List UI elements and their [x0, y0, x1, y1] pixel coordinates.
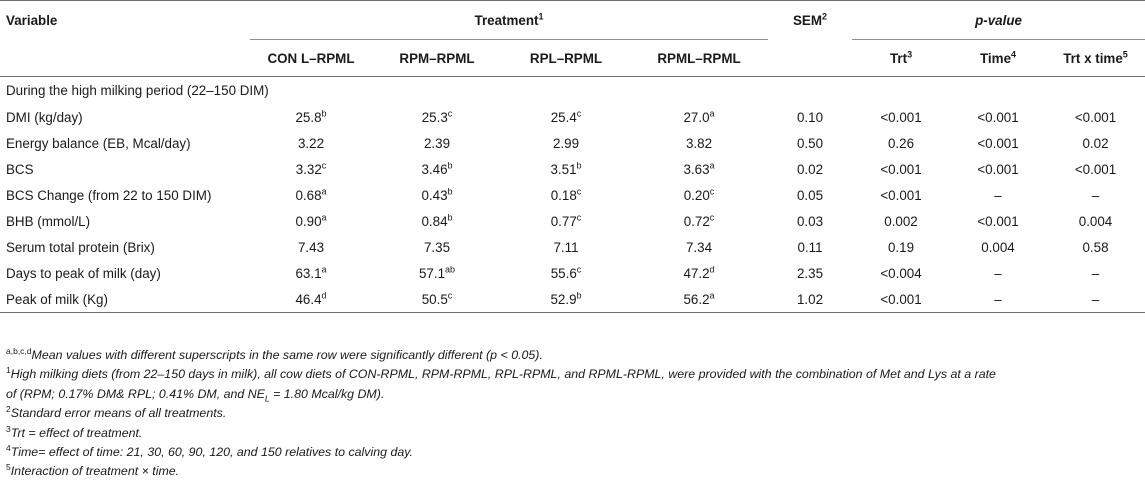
- footnote-2: $^2$Standard error means of all treatments.: [6, 404, 227, 421]
- cell-sem: 2.35: [796, 265, 824, 281]
- header-pvalue: p-value: [852, 1, 1145, 40]
- section-row: [0, 77, 1145, 105]
- cell-rpl: 52.9$^b$: [550, 290, 582, 307]
- footnote-1-cont: of (RPM; 0.17% DM& RPL; 0.41% DM, and $NE_L = 1.80$ Mcal/kg DM).: [6, 386, 385, 404]
- cell-con: 25.8$^b$: [295, 108, 327, 125]
- cell-p-interaction: <0.001: [1074, 109, 1117, 125]
- cell-rpml: 0.20$^c$: [683, 186, 715, 203]
- cell-p-trt: 0.26: [887, 135, 915, 151]
- cell-con: 3.32$^c$: [295, 160, 327, 177]
- cell-sem: 0.03: [796, 213, 824, 229]
- cell-rpm: 0.43$^b$: [421, 186, 453, 203]
- cell-rpl: 0.77$^c$: [550, 212, 582, 229]
- cell-p-trt: <0.001: [880, 161, 922, 177]
- cell-rpm: 2.39: [423, 135, 451, 151]
- cell-rpml: 0.72$^c$: [683, 212, 715, 229]
- table-row: [0, 260, 1145, 286]
- cell-p-trt: 0.19: [887, 239, 915, 255]
- row-variable: Days to peak of milk (day): [6, 265, 161, 281]
- footnote-5: $^5$Interaction of treatment × time.: [6, 462, 180, 479]
- cell-sem: 0.05: [796, 187, 824, 203]
- cell-p-interaction: –: [1091, 291, 1100, 307]
- cell-con: 3.22: [297, 135, 325, 151]
- cell-rpml: 56.2$^a$: [683, 290, 715, 307]
- cell-rpm: 25.3$^c$: [421, 108, 453, 125]
- table-row: [0, 208, 1145, 234]
- cell-rpl: 2.99: [552, 135, 580, 151]
- cell-p-time: –: [994, 291, 1002, 307]
- header-sem: SEM$^2$: [792, 11, 828, 28]
- row-variable: Peak of milk (Kg): [6, 291, 108, 307]
- cell-con: 7.43: [297, 239, 325, 255]
- cell-p-time: <0.001: [977, 135, 1019, 151]
- cell-p-time: <0.001: [977, 161, 1019, 177]
- cell-p-interaction: <0.001: [1074, 161, 1117, 177]
- header-p-time: Time$^4$: [980, 49, 1017, 66]
- header-variable: Variable: [6, 12, 58, 28]
- cell-p-trt: <0.001: [880, 291, 922, 307]
- footnote-3: $^3$Trt = effect of treatment.: [6, 423, 143, 440]
- cell-rpml: 7.34: [685, 239, 713, 255]
- cell-p-time: –: [994, 187, 1002, 203]
- table-row: [0, 104, 1145, 130]
- cell-p-trt: <0.004: [880, 265, 922, 281]
- cell-p-interaction: –: [1091, 187, 1100, 203]
- table-row: [0, 130, 1145, 156]
- cell-sem: 0.10: [796, 109, 824, 125]
- row-variable: Serum total protein (Brix): [6, 239, 155, 255]
- cell-con: 63.1$^a$: [295, 264, 327, 281]
- header-treatment-2: RPM–RPML: [399, 50, 475, 66]
- cell-rpl: 25.4$^c$: [550, 108, 582, 125]
- header-treatment-3: RPL–RPML: [529, 50, 603, 66]
- table-row: [0, 182, 1145, 208]
- cell-con: 46.4$^d$: [295, 290, 327, 307]
- header-p-interaction: Trt x time$^5$: [1063, 49, 1128, 66]
- header-blank: [0, 40, 250, 77]
- cell-con: 0.68$^a$: [295, 186, 327, 203]
- cell-rpml: 27.0$^a$: [683, 108, 715, 125]
- cell-sem: 0.02: [796, 161, 824, 177]
- cell-rpl: 55.6$^c$: [550, 264, 582, 281]
- footnote-4: $^4$Time= effect of time: 21, 30, 60, 90, 120, and 150 relatives to calving day.: [6, 442, 413, 460]
- header-p-trt: Trt$^3$: [889, 49, 913, 66]
- cell-p-trt: <0.001: [880, 109, 922, 125]
- table-row: [0, 234, 1145, 260]
- header-row-1: [0, 1, 1145, 40]
- cell-p-trt: <0.001: [880, 187, 922, 203]
- cell-rpm: 50.5$^c$: [421, 290, 453, 307]
- cell-sem: 0.11: [797, 239, 823, 255]
- row-variable: BCS Change (from 22 to 150 DIM): [6, 187, 212, 203]
- cell-p-interaction: 0.004: [1078, 213, 1113, 229]
- cell-p-interaction: –: [1091, 265, 1100, 281]
- row-variable: DMI (kg/day): [6, 109, 83, 125]
- cell-sem: 0.50: [796, 135, 824, 151]
- cell-rpl: 7.11: [553, 239, 579, 255]
- cell-rpml: 3.63$^a$: [683, 160, 715, 177]
- cell-rpl: 0.18$^c$: [550, 186, 582, 203]
- header-treatment: Treatment$^1$: [250, 1, 768, 40]
- table-row: [0, 156, 1145, 182]
- section-label: During the high milking period (22–150 DIM): [6, 83, 269, 98]
- row-variable: Energy balance (EB, Mcal/day): [6, 135, 191, 151]
- footnote-significance: $^{a,b,c,d}$Mean values with different superscripts in the same row were significantly different (p < 0.05).: [6, 345, 543, 362]
- footnote-1: $^1$High milking diets (from 22–150 days in milk), all cow diets of CON-RPML, RPM-RPML, RPL-RPML, and RPML-RPML, were provided with the combination of Met and Lys at a rate: [6, 365, 996, 382]
- header-treatment-1: CON L–RPML: [267, 50, 355, 66]
- table-row: [0, 286, 1145, 313]
- cell-rpm: 0.84$^b$: [421, 212, 453, 229]
- cell-con: 0.90$^a$: [295, 212, 327, 229]
- row-variable: BCS: [6, 161, 34, 177]
- cell-p-time: <0.001: [977, 213, 1019, 229]
- cell-sem: 1.02: [796, 291, 824, 307]
- header-treatment-4: RPML–RPML: [657, 50, 741, 66]
- cell-rpml: 47.2$^d$: [683, 264, 715, 281]
- header-row-2: [0, 40, 1145, 77]
- table-footnotes: [6, 346, 1136, 482]
- cell-p-interaction: 0.58: [1082, 239, 1109, 255]
- cell-rpm: 7.35: [423, 239, 451, 255]
- cell-p-trt: 0.002: [884, 213, 918, 229]
- cell-p-time: 0.004: [981, 239, 1015, 255]
- cell-rpml: 3.82: [685, 135, 713, 151]
- cell-p-time: <0.001: [977, 109, 1019, 125]
- cell-rpm: 57.1$^{ab}$: [418, 264, 456, 281]
- header-blank: [768, 40, 852, 77]
- cell-p-interaction: 0.02: [1082, 135, 1109, 151]
- cell-rpl: 3.51$^b$: [550, 160, 582, 177]
- row-variable: BHB (mmol/L): [6, 213, 91, 229]
- cell-p-time: –: [994, 265, 1002, 281]
- cell-rpm: 3.46$^b$: [421, 160, 453, 177]
